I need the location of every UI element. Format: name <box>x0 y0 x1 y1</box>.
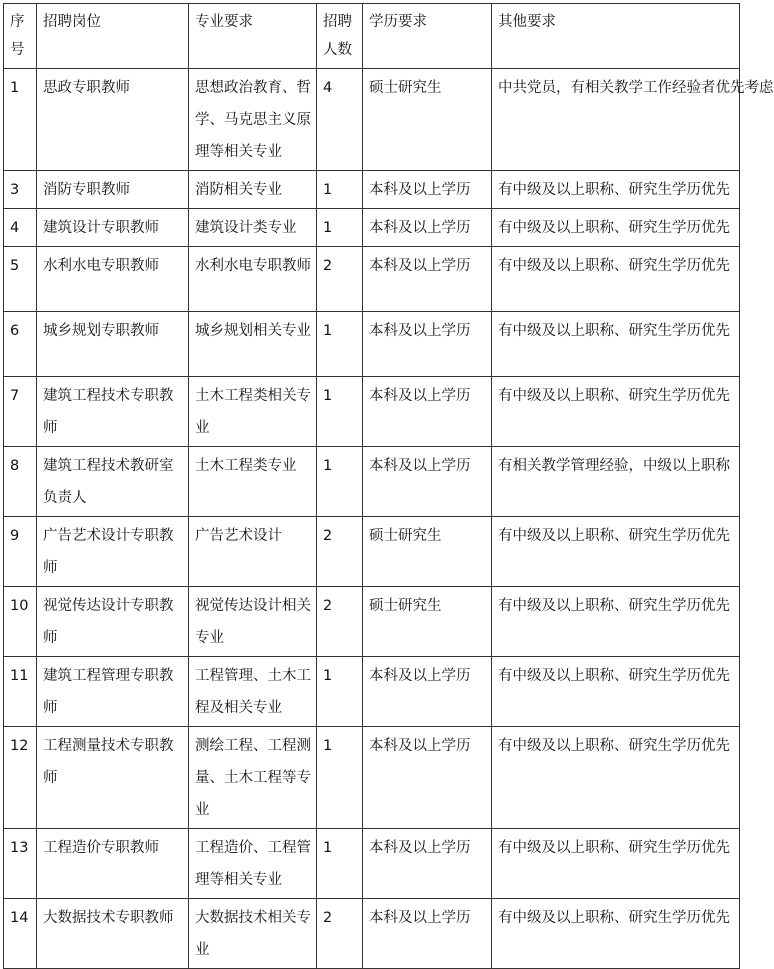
cell-major: 水利水电专职教师 <box>189 247 317 312</box>
cell-other: 有中级及以上职称、研究生学历优先 <box>492 657 740 727</box>
header-seq: 序号 <box>4 4 37 69</box>
cell-seq: 3 <box>4 171 37 209</box>
cell-education: 本科及以上学历 <box>363 377 492 447</box>
cell-major: 城乡规划相关专业 <box>189 312 317 377</box>
cell-major: 建筑设计类专业 <box>189 209 317 247</box>
cell-seq: 7 <box>4 377 37 447</box>
cell-major: 视觉传达设计相关专业 <box>189 587 317 657</box>
cell-position: 广告艺术设计专职教师 <box>37 517 189 587</box>
cell-other: 有中级及以上职称、研究生学历优先 <box>492 587 740 657</box>
recruitment-table <box>3 3 774 969</box>
cell-other: 有中级及以上职称、研究生学历优先 <box>492 377 740 447</box>
cell-other: 有中级及以上职称、研究生学历优先 <box>492 312 740 377</box>
cell-seq: 4 <box>4 209 37 247</box>
cell-education: 本科及以上学历 <box>363 171 492 209</box>
cell-education: 硕士研究生 <box>363 587 492 657</box>
cell-education: 本科及以上学历 <box>363 727 492 829</box>
cell-count: 1 <box>317 209 363 247</box>
cell-position: 建筑工程技术教研室负责人 <box>37 447 189 517</box>
cell-other: 有中级及以上职称、研究生学历优先 <box>492 171 740 209</box>
cell-count: 1 <box>317 377 363 447</box>
cell-other: 有中级及以上职称、研究生学历优先 <box>492 899 740 969</box>
cell-education: 本科及以上学历 <box>363 447 492 517</box>
table-row <box>4 517 740 587</box>
cell-education: 硕士研究生 <box>363 517 492 587</box>
header-major: 专业要求 <box>189 4 317 69</box>
cell-major: 测绘工程、工程测量、土木工程等专业 <box>189 727 317 829</box>
cell-major: 广告艺术设计 <box>189 517 317 587</box>
cell-position: 水利水电专职教师 <box>37 247 189 312</box>
cell-count: 2 <box>317 587 363 657</box>
header-count: 招聘人数 <box>317 4 363 69</box>
cell-position: 建筑工程管理专职教师 <box>37 657 189 727</box>
table-row <box>4 899 740 969</box>
cell-position: 建筑工程技术专职教师 <box>37 377 189 447</box>
table-row <box>4 829 740 899</box>
table-header-row <box>4 4 740 69</box>
cell-count: 2 <box>317 899 363 969</box>
cell-count: 1 <box>317 829 363 899</box>
cell-major: 思想政治教育、哲学、马克思主义原理等相关专业 <box>189 69 317 171</box>
table-row <box>4 447 740 517</box>
cell-count: 2 <box>317 517 363 587</box>
cell-seq: 12 <box>4 727 37 829</box>
cell-major: 工程管理、土木工程及相关专业 <box>189 657 317 727</box>
cell-count: 1 <box>317 312 363 377</box>
cell-count: 2 <box>317 247 363 312</box>
cell-position: 建筑设计专职教师 <box>37 209 189 247</box>
table-row <box>4 69 740 171</box>
cell-education: 本科及以上学历 <box>363 657 492 727</box>
cell-major: 土木工程类专业 <box>189 447 317 517</box>
table-row <box>4 209 740 247</box>
table-row <box>4 171 740 209</box>
table-row <box>4 727 740 829</box>
cell-seq: 6 <box>4 312 37 377</box>
cell-other: 有中级及以上职称、研究生学历优先 <box>492 209 740 247</box>
cell-count: 1 <box>317 447 363 517</box>
cell-seq: 14 <box>4 899 37 969</box>
cell-position: 消防专职教师 <box>37 171 189 209</box>
cell-education: 本科及以上学历 <box>363 209 492 247</box>
cell-seq: 1 <box>4 69 37 171</box>
cell-seq: 9 <box>4 517 37 587</box>
table-row <box>4 312 740 377</box>
header-position: 招聘岗位 <box>37 4 189 69</box>
cell-other: 有中级及以上职称、研究生学历优先 <box>492 727 740 829</box>
cell-position: 视觉传达设计专职教师 <box>37 587 189 657</box>
cell-other: 有中级及以上职称、研究生学历优先 <box>492 829 740 899</box>
cell-seq: 5 <box>4 247 37 312</box>
cell-count: 1 <box>317 171 363 209</box>
cell-education: 硕士研究生 <box>363 69 492 171</box>
cell-position: 工程造价专职教师 <box>37 829 189 899</box>
cell-other: 中共党员，有相关教学工作经验者优先考虑 <box>492 69 740 171</box>
cell-count: 4 <box>317 69 363 171</box>
cell-major: 土木工程类相关专业 <box>189 377 317 447</box>
table-row <box>4 587 740 657</box>
cell-education: 本科及以上学历 <box>363 899 492 969</box>
cell-seq: 8 <box>4 447 37 517</box>
cell-count: 1 <box>317 657 363 727</box>
cell-seq: 13 <box>4 829 37 899</box>
table-row <box>4 247 740 312</box>
cell-position: 思政专职教师 <box>37 69 189 171</box>
cell-other: 有相关教学管理经验，中级以上职称 <box>492 447 740 517</box>
cell-position: 城乡规划专职教师 <box>37 312 189 377</box>
cell-education: 本科及以上学历 <box>363 312 492 377</box>
cell-education: 本科及以上学历 <box>363 829 492 899</box>
cell-other: 有中级及以上职称、研究生学历优先 <box>492 517 740 587</box>
cell-major: 消防相关专业 <box>189 171 317 209</box>
cell-major: 大数据技术相关专业 <box>189 899 317 969</box>
cell-seq: 10 <box>4 587 37 657</box>
table-row <box>4 657 740 727</box>
cell-seq: 11 <box>4 657 37 727</box>
cell-education: 本科及以上学历 <box>363 247 492 312</box>
cell-count: 1 <box>317 727 363 829</box>
cell-position: 大数据技术专职教师 <box>37 899 189 969</box>
cell-position: 工程测量技术专职教师 <box>37 727 189 829</box>
cell-major: 工程造价、工程管理等相关专业 <box>189 829 317 899</box>
cell-other: 有中级及以上职称、研究生学历优先 <box>492 247 740 312</box>
table-row <box>4 377 740 447</box>
header-education: 学历要求 <box>363 4 492 69</box>
header-other: 其他要求 <box>492 4 740 69</box>
